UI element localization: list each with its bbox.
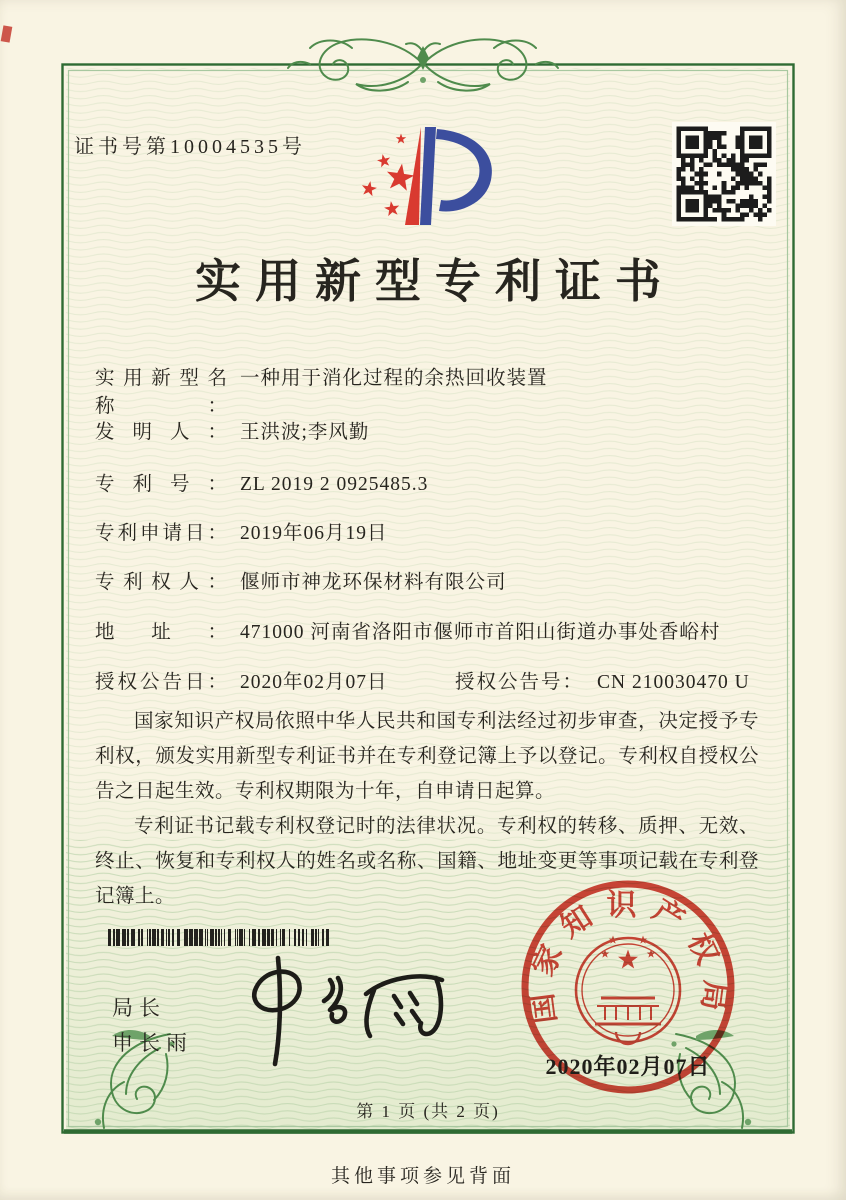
field-value: ZL 2019 2 0925485.3: [240, 474, 429, 495]
field-label: 授权公告日：: [95, 672, 227, 693]
field-value: 偃师市神龙环保材料有限公司: [240, 572, 507, 593]
field-row-grant-number: [455, 666, 750, 694]
certificate-title: 实用新型专利证书: [195, 256, 675, 307]
field-row-filing-date: [95, 517, 388, 545]
field-value: 一种用于消化过程的余热回收装置: [240, 368, 548, 389]
legal-paragraph-1: 国家知识产权局依照中华人民共和国专利法经过初步审查，决定授予专利权，颁发实用新型专利证书并在专利登记簿上予以登记。专利权自授权公告之日起生效。专利权期限为十年，自申请日起算。: [95, 711, 759, 802]
field-label: 专利权人：: [95, 572, 227, 593]
field-value: 王洪波;李风勤: [240, 422, 370, 443]
legal-paragraph-2: 专利证书记载专利权登记时的法律状况。专利权的转移、质押、无效、终止、恢复和专利权人的姓名或名称、国籍、地址变更等事项记载在专利登记簿上。: [95, 816, 759, 907]
field-label: 授权公告号：: [455, 672, 585, 693]
seal-date: 2020年02月07日: [545, 1054, 711, 1079]
signer-title: 局长: [112, 997, 166, 1020]
national-emblem: [576, 936, 680, 1045]
field-label: 实用新型名称：: [95, 368, 227, 417]
svg-text:国家知识产权局: 国家知识产权局: [524, 888, 732, 1026]
field-row-patentee: [95, 566, 507, 594]
page-number: 第 1 页 (共 2 页): [356, 1102, 500, 1121]
field-row-inventor: [95, 416, 369, 444]
field-label: 专利号：: [95, 474, 227, 495]
field-label: 地址：: [95, 622, 227, 643]
field-label: 发明人：: [95, 422, 227, 443]
field-label: 专利申请日：: [95, 523, 227, 544]
field-value: 2020年02月07日: [240, 672, 388, 693]
handwritten-signature-icon: [232, 938, 472, 1078]
cnipa-logo-icon: [345, 112, 515, 234]
certificate-number: 证书号第10004535号: [74, 136, 306, 158]
back-side-note: 其他事项参见背面: [330, 1166, 515, 1187]
qr-code-icon: [672, 122, 776, 226]
field-value: 471000 河南省洛阳市偃师市首阳山街道办事处香峪村: [240, 622, 721, 643]
field-row-grant-date: [95, 666, 388, 694]
signer-name: 申长雨: [112, 1032, 193, 1055]
field-value: CN 210030470 U: [597, 672, 750, 693]
field-row-invention-name: [95, 362, 548, 418]
field-row-address: [95, 616, 720, 644]
field-value: 2019年06月19日: [240, 523, 388, 544]
field-row-patent-number: [95, 468, 428, 496]
